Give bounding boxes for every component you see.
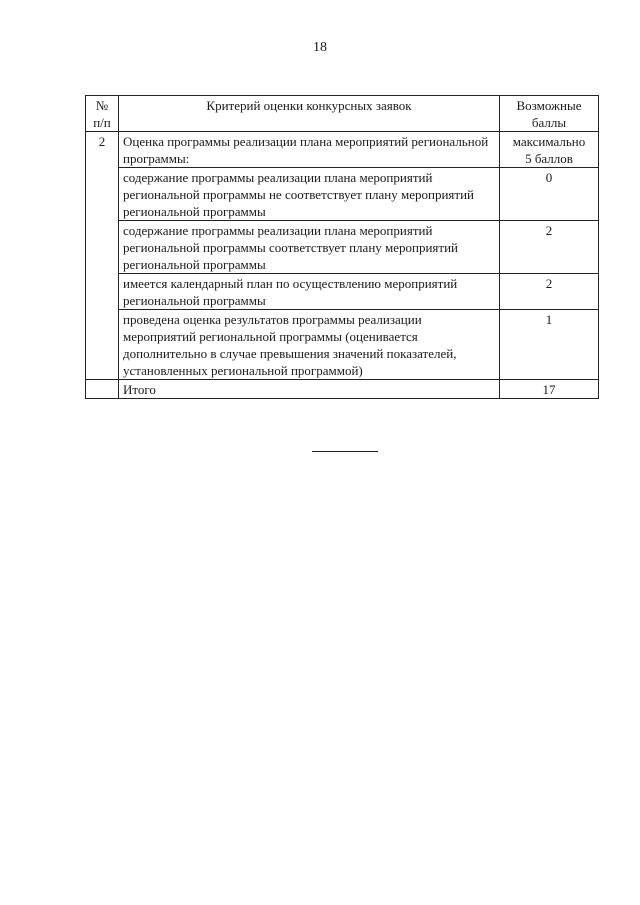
row-score: 2 [500, 274, 599, 310]
row-criterion: имеется календарный план по осуществлению мероприятий региональной программы [119, 274, 500, 310]
end-divider [312, 451, 378, 452]
row-score: 1 [500, 310, 599, 380]
criteria-table [85, 95, 599, 399]
row-criterion: Итого [119, 380, 500, 399]
table-row [86, 168, 599, 221]
row-num: 2 [86, 132, 119, 380]
header-score: Возможные баллы [500, 96, 599, 132]
row-score: максимально 5 баллов [500, 132, 599, 168]
row-criterion: содержание программы реализации плана мероприятий региональной программы соответствует плану мероприятий региональной программы [119, 221, 500, 274]
header-num: № п/п [86, 96, 119, 132]
table-header-row [86, 96, 599, 132]
row-score: 2 [500, 221, 599, 274]
header-criterion: Критерий оценки конкурсных заявок [119, 96, 500, 132]
page-number: 18 [313, 40, 327, 55]
row-num [86, 380, 119, 399]
table-row [86, 310, 599, 380]
row-score: 0 [500, 168, 599, 221]
table-row-total [86, 380, 599, 399]
row-score: 17 [500, 380, 599, 399]
table-row [86, 274, 599, 310]
table-row [86, 132, 599, 168]
row-criterion: содержание программы реализации плана мероприятий региональной программы не соответствует плану мероприятий региональной программы [119, 168, 500, 221]
row-criterion: Оценка программы реализации плана мероприятий региональной программы: [119, 132, 500, 168]
table-row [86, 221, 599, 274]
row-criterion: проведена оценка результатов программы реализации мероприятий региональной программы (оценивается дополнительно в случае превышения значений показателей, установленных региональной программой) [119, 310, 500, 380]
